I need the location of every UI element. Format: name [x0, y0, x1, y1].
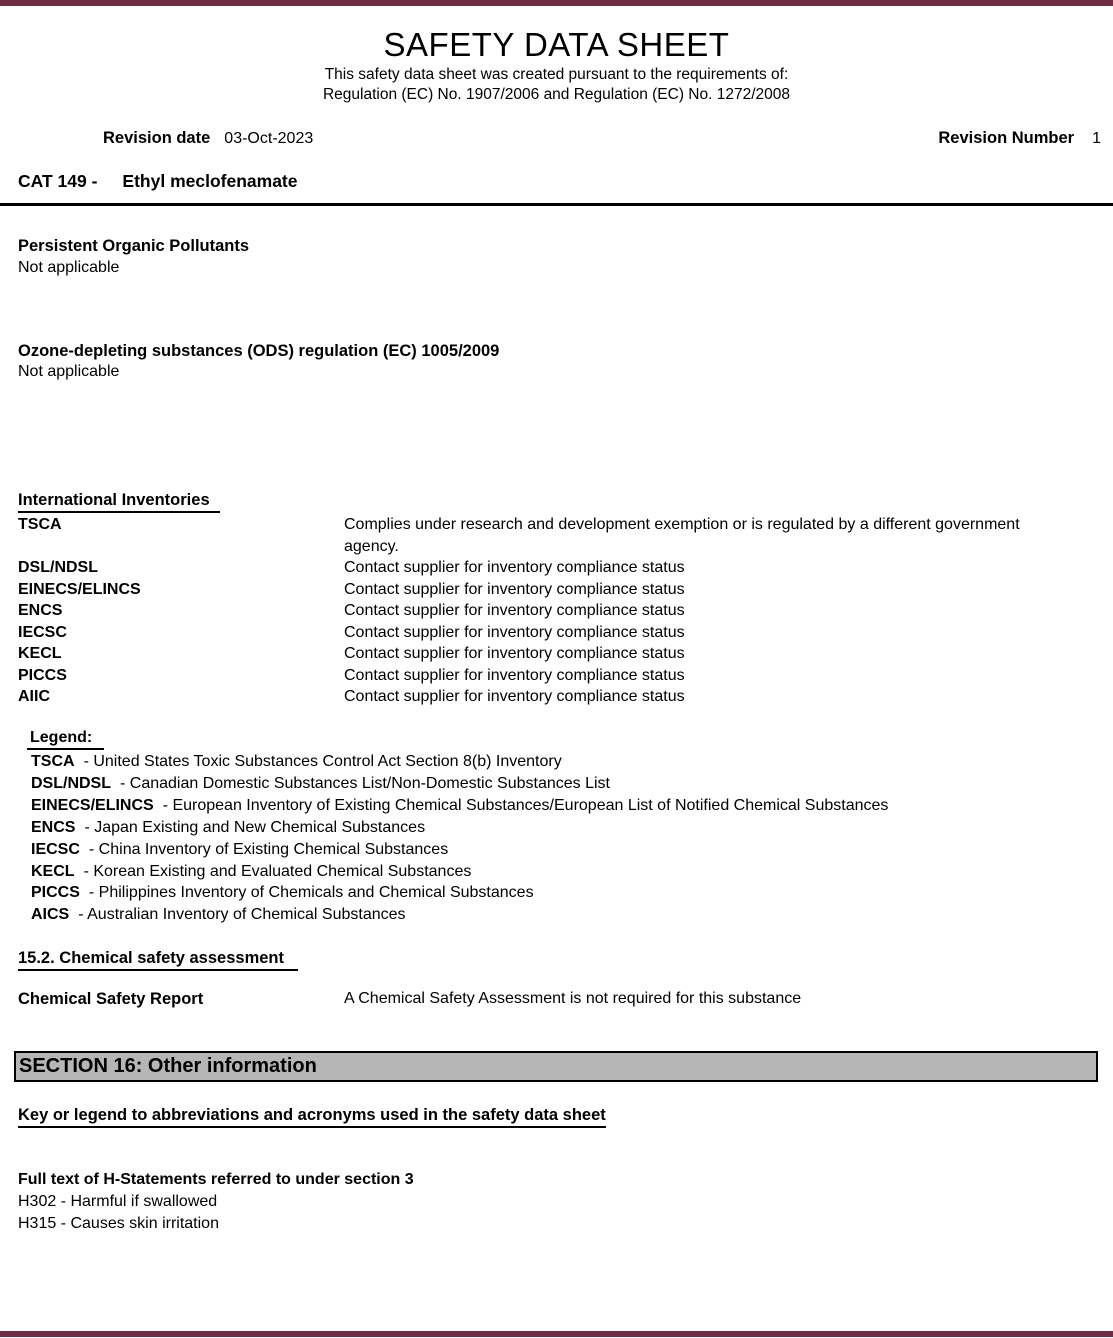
header-rule — [0, 203, 1113, 206]
inventory-label: PICCS — [18, 666, 67, 684]
legend-item-text: - Australian Inventory of Chemical Substances — [78, 906, 406, 924]
inventory-row — [18, 622, 1098, 644]
legend-item — [31, 904, 888, 926]
legend-item-text: - Canadian Domestic Substances List/Non-Domestic Substances List — [120, 774, 610, 792]
chemical-safety-report-value: A Chemical Safety Assessment is not required for this substance — [344, 990, 802, 1007]
legend-item — [31, 817, 888, 839]
inventory-value: Contact supplier for inventory compliance status — [344, 623, 685, 641]
legend-heading: Legend: — [27, 729, 104, 750]
inventory-row — [18, 686, 1098, 708]
legend-item-label: PICCS — [31, 884, 80, 902]
revision-number-group — [938, 129, 1113, 148]
legend-item-text: - United States Toxic Substances Control Act Section 8(b) Inventory — [83, 753, 562, 770]
inventory-value: Contact supplier for inventory compliance status — [344, 645, 685, 662]
inventory-value: Contact supplier for inventory compliance status — [344, 666, 685, 684]
h-statement-315: H315 - Causes skin irritation — [18, 1215, 219, 1232]
top-accent-bar — [0, 0, 1113, 6]
inventory-row — [18, 600, 1098, 622]
inventory-label: AIIC — [18, 688, 50, 705]
subtitle-line-2: Regulation (EC) No. 1907/2006 and Regulation (EC) No. 1272/2008 — [322, 86, 791, 103]
legend-item-label: EINECS/ELINCS — [31, 796, 154, 814]
pop-value: Not applicable — [18, 259, 120, 276]
legend-item — [31, 882, 888, 904]
inventory-row — [18, 557, 1098, 579]
section-16-header — [14, 1051, 1098, 1082]
legend-item — [31, 751, 888, 773]
legend-item-label: AICS — [31, 906, 70, 924]
inventory-value: Contact supplier for inventory compliance status — [344, 602, 685, 619]
pop-heading: Persistent Organic Pollutants — [18, 237, 250, 255]
revision-date-value: 03-Oct-2023 — [224, 130, 314, 147]
chemical-safety-report-label: Chemical Safety Report — [18, 990, 204, 1008]
ods-heading: Ozone-depleting substances (ODS) regulation (EC) 1005/2009 — [18, 342, 500, 360]
legend-item-label: ENCS — [31, 818, 76, 836]
ods-value: Not applicable — [18, 363, 120, 380]
product-line — [18, 171, 297, 192]
h-statements-heading: Full text of H-Statements referred to under section 3 — [18, 1171, 414, 1188]
legend-item-label: TSCA — [31, 753, 75, 770]
revision-date-label: Revision date — [103, 129, 211, 147]
inventory-label: KECL — [18, 645, 62, 662]
legend-list — [31, 751, 888, 926]
revision-row — [0, 129, 1113, 148]
inventory-row — [18, 579, 1098, 601]
key-legend-heading: Key or legend to abbreviations and acronyms used in the safety data sheet — [18, 1106, 606, 1128]
inventories-heading: International Inventories — [18, 491, 220, 513]
legend-item-text: - Japan Existing and New Chemical Substances — [84, 818, 426, 836]
inventories-table — [18, 514, 1098, 708]
section-16-title: SECTION 16: Other information — [19, 1055, 317, 1077]
inventory-value: Complies under research and development exemption or is regulated by a different government agency. — [344, 516, 1020, 555]
inventory-label: DSL/NDSL — [18, 559, 98, 576]
legend-item-text: - Philippines Inventory of Chemicals and Chemical Substances — [88, 884, 534, 902]
inventory-label: TSCA — [18, 516, 62, 533]
inventory-row — [18, 665, 1098, 687]
revision-number-label: Revision Number — [938, 129, 1075, 147]
legend-item — [31, 861, 888, 883]
legend-item — [31, 839, 888, 861]
inventory-value: Contact supplier for inventory compliance status — [344, 688, 685, 705]
bottom-accent-bar — [0, 1331, 1113, 1337]
inventory-row — [18, 514, 1098, 557]
legend-item-text: - China Inventory of Existing Chemical Substances — [88, 840, 449, 858]
section-15-2-heading: 15.2. Chemical safety assessment — [18, 949, 298, 971]
inventory-label: ENCS — [18, 602, 63, 619]
legend-item — [31, 773, 888, 795]
product-code: CAT 149 - — [18, 171, 98, 191]
document-title: SAFETY DATA SHEET — [383, 26, 730, 63]
inventory-value: Contact supplier for inventory compliance status — [344, 559, 685, 576]
legend-item-text: - Korean Existing and Evaluated Chemical Substances — [83, 862, 472, 880]
inventory-row — [18, 643, 1098, 665]
legend-item — [31, 795, 888, 817]
chemical-safety-report-row — [18, 990, 801, 1009]
revision-date-group — [0, 129, 313, 148]
legend-item-text: - European Inventory of Existing Chemical Substances/European List of Notified Chemical Substances — [162, 796, 889, 814]
inventory-label: EINECS/ELINCS — [18, 580, 141, 598]
subtitle-line-1: This safety data sheet was created pursuant to the requirements of: — [324, 66, 789, 83]
inventory-value: Contact supplier for inventory compliance status — [344, 580, 685, 598]
inventory-label: IECSC — [18, 623, 67, 641]
legend-item-label: IECSC — [31, 840, 80, 858]
h-statement-302: H302 - Harmful if swallowed — [18, 1193, 218, 1210]
revision-number-value: 1 — [1092, 130, 1101, 147]
legend-item-label: KECL — [31, 862, 75, 880]
product-name: Ethyl meclofenamate — [122, 171, 298, 191]
legend-item-label: DSL/NDSL — [31, 774, 111, 792]
